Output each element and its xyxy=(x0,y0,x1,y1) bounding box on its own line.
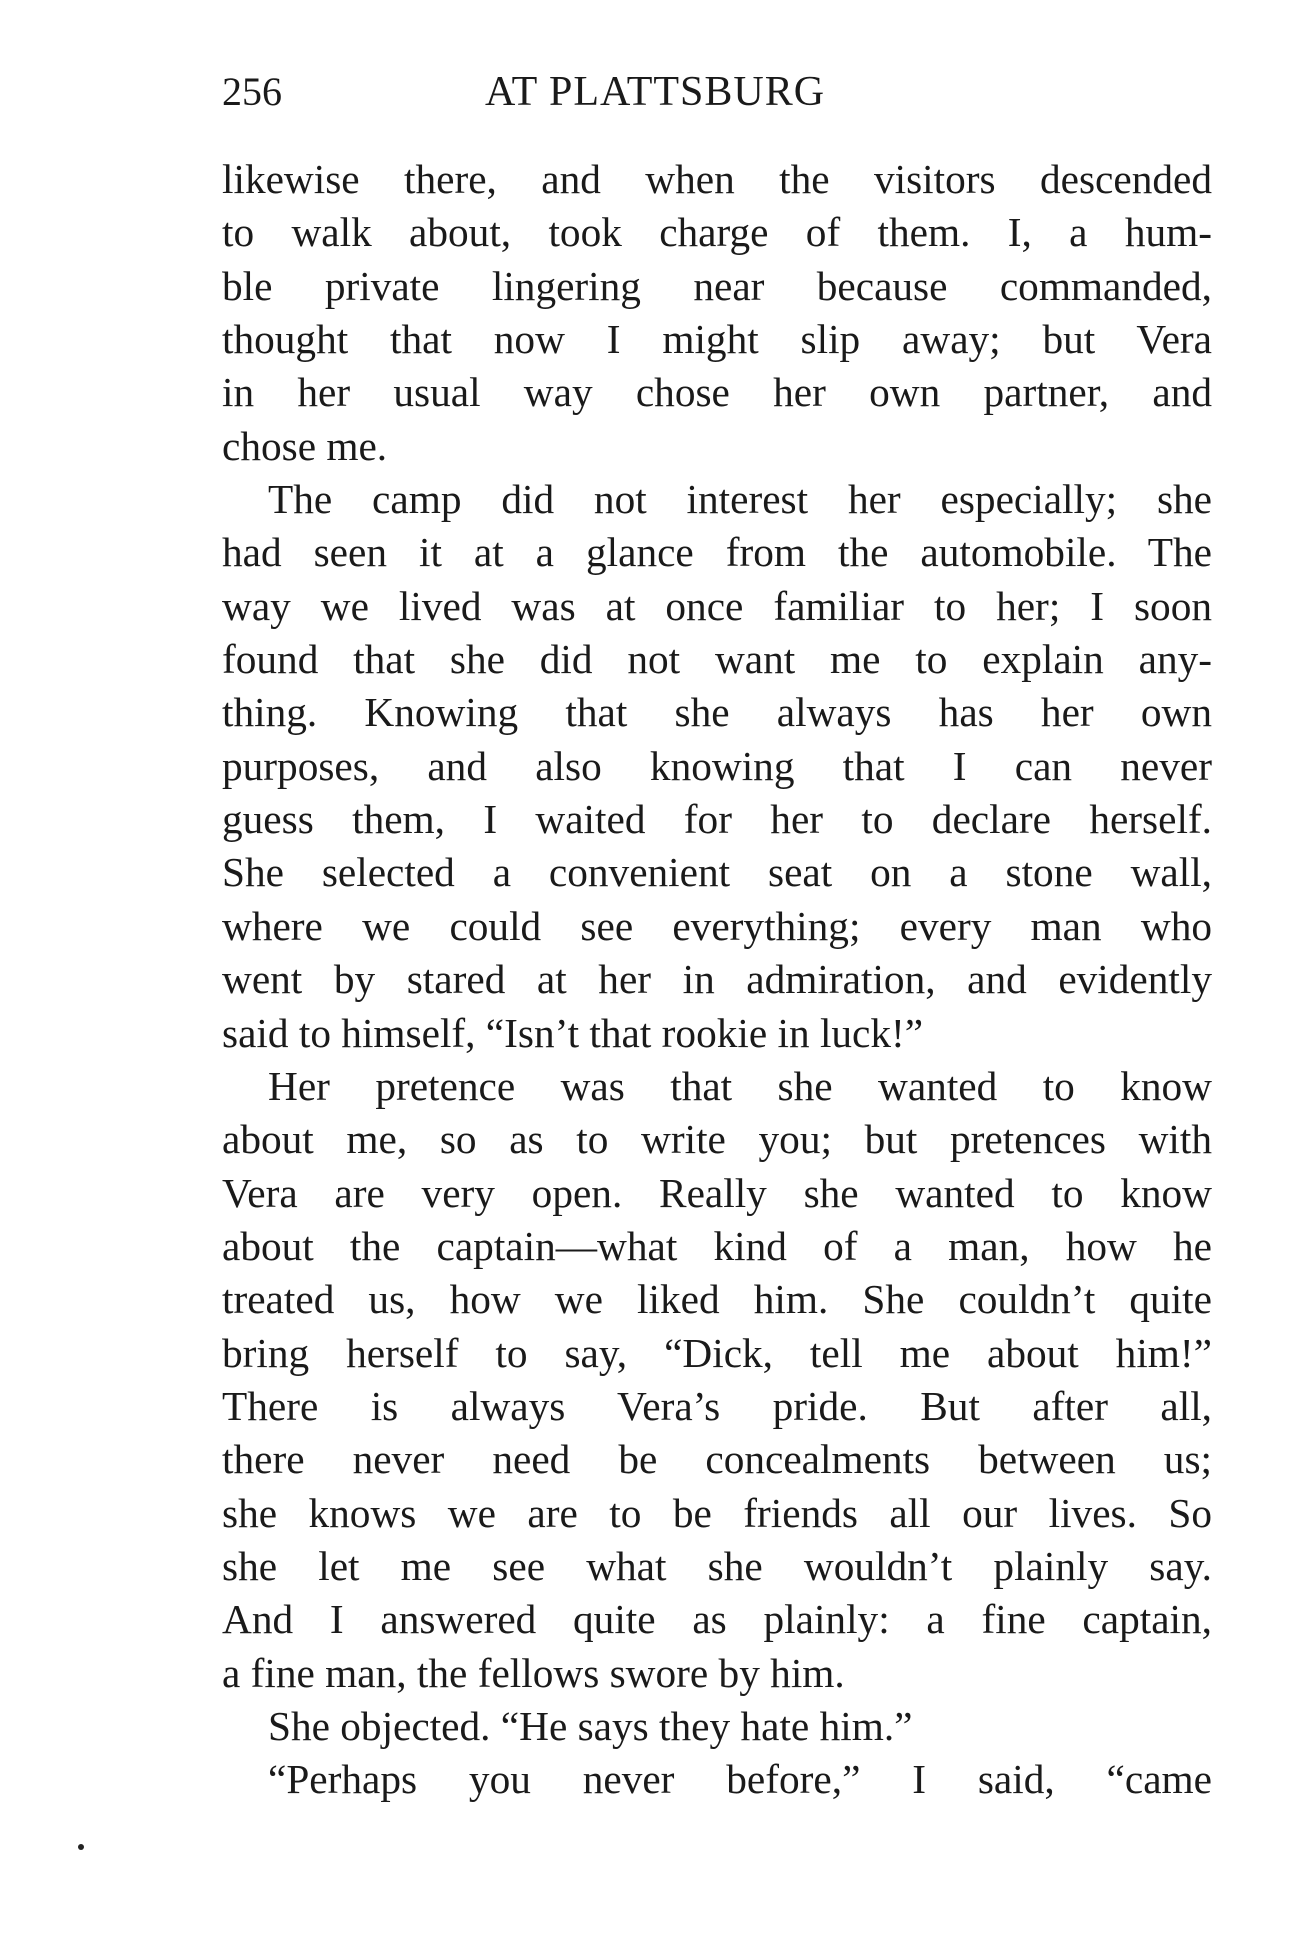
text-line: purposes, and also knowing that I can never xyxy=(222,742,1212,789)
body-text xyxy=(222,153,1212,1807)
text-line: about me, so as to write you; but pretences with xyxy=(222,1116,1212,1163)
text-line: to walk about, took charge of them. I, a hum- xyxy=(222,209,1212,256)
text-line: had seen it at a glance from the automobile. The xyxy=(222,529,1212,576)
text-line: guess them, I waited for her to declare herself. xyxy=(222,796,1212,843)
text-line: Her pretence was that she wanted to know xyxy=(268,1062,1212,1109)
text-line: where we could see everything; every man who xyxy=(222,902,1212,949)
text-line: way we lived was at once familiar to her; I soon xyxy=(222,582,1212,629)
text-line: ble private lingering near because commanded, xyxy=(222,262,1212,309)
text-line: about the captain—what kind of a man, how he xyxy=(222,1222,1212,1269)
text-line: And I answered quite as plainly: a fine captain, xyxy=(222,1596,1212,1643)
text-line: in her usual way chose her own partner, and xyxy=(222,369,1212,416)
text-line: There is always Vera’s pride. But after all, xyxy=(222,1382,1212,1429)
text-line: said to himself, “Isn’t that rookie in luck!” xyxy=(222,1009,924,1056)
text-line: treated us, how we liked him. She couldn’t quite xyxy=(222,1276,1212,1323)
text-line: found that she did not want me to explain any- xyxy=(222,636,1212,683)
text-line: thing. Knowing that she always has her own xyxy=(222,689,1212,736)
text-line: a fine man, the fellows swore by him. xyxy=(222,1649,845,1696)
page-number: 256 xyxy=(222,69,282,114)
text-line: went by stared at her in admiration, and evidently xyxy=(222,956,1212,1003)
text-line: She objected. “He says they hate him.” xyxy=(268,1702,913,1749)
text-line: “Perhaps you never before,” I said, “came xyxy=(268,1756,1212,1803)
text-line: she knows we are to be friends all our lives. So xyxy=(222,1489,1212,1536)
text-line: Vera are very open. Really she wanted to know xyxy=(222,1169,1212,1216)
text-line: She selected a convenient seat on a stone wall, xyxy=(222,849,1212,896)
text-line: likewise there, and when the visitors descended xyxy=(222,156,1212,202)
text-line: bring herself to say, “Dick, tell me about him!” xyxy=(222,1329,1212,1376)
ink-speck xyxy=(78,1844,84,1850)
text-line: The camp did not interest her especially; she xyxy=(268,476,1212,523)
text-line: chose me. xyxy=(222,422,388,469)
text-line: thought that now I might slip away; but Vera xyxy=(222,316,1212,363)
text-line: there never need be concealments between us; xyxy=(222,1436,1212,1483)
running-header: AT PLATTSBURG xyxy=(484,69,826,115)
text-line: she let me see what she wouldn’t plainly say. xyxy=(222,1542,1212,1589)
